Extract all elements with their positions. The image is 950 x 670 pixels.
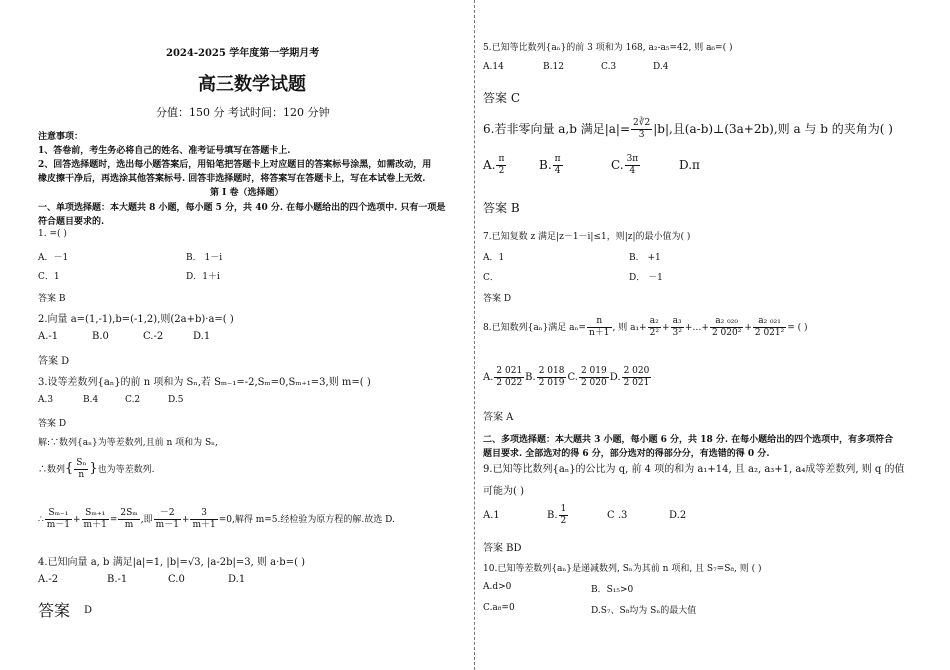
- q9-stem-a: 9.已知等比数列{aₙ}的公比为 q, 前 4 项的和为 a₁+14, 且 a₂, a₃+1, a₄成等差数列, 则 q 的值: [483, 464, 905, 475]
- q5-option-b: B.12: [543, 62, 564, 72]
- q8-option-d: D. $\frac{2 020}{2 021}$: [609, 366, 650, 388]
- q7-stem: 7.已知复数 z 满足|z－1－i|≤1，则|z|的最小值为( ): [483, 232, 691, 242]
- volume-title: 第 I 卷（选择题）: [210, 188, 284, 198]
- q9-option-d: D.2: [669, 510, 687, 521]
- q5-option-c: C.3: [601, 62, 617, 72]
- notes-line-1: 1、答卷前，考生务必将自己的姓名、准考证号填写在答题卡上.: [38, 146, 291, 156]
- q5-option-d: D.4: [653, 62, 669, 72]
- q1-answer: 答案 B: [38, 294, 66, 304]
- section1-heading-b: 符合题目要求的.: [38, 217, 105, 227]
- q4-option-d: D.1: [228, 574, 246, 585]
- q5-answer: 答案 C: [483, 91, 520, 105]
- q9-stem-b: 可能为( ): [483, 486, 524, 497]
- q4-stem: 4.已知向量 a, b 满足|a|=1, |b|=√3, |a-2b|=3, 则 a·b=( ): [38, 557, 306, 568]
- q8-option-c: C. $\frac{2 019}{2 020}$: [567, 366, 607, 388]
- q1-option-b: B． 1－i: [186, 253, 223, 263]
- q10-option-b: B．S₁₅>0: [591, 585, 634, 595]
- q6-option-d: D.π: [679, 158, 700, 172]
- q3-solution-2: ∴数列{ $\frac{\text{Sₙ}}{n}$ }也为等差数列.: [38, 458, 155, 480]
- q10-option-a: A.d>0: [483, 582, 512, 592]
- q3-stem: 3.设等差数列{aₙ}的前 n 项和为 Sₙ,若 Sₘ₋₁=-2,Sₘ=0,Sₘ₊₁=3,则 m=( ): [38, 377, 371, 388]
- notes-line-2b: 橡皮擦干净后，再选涂其他答案标号. 回答非选择题时，将答案写在答题卡上，写在本试卷上无效.: [38, 174, 426, 184]
- q4-answer-label: 答案: [38, 601, 71, 620]
- q10-option-d: D.S₇、S₈均为 Sₙ的最大值: [591, 606, 697, 616]
- q5-stem: 5.已知等比数列{aₙ}的前 3 项和为 168, a₂-a₅=42, 则 a₆=( ): [483, 43, 733, 53]
- score-time: 分值：150 分 考试时间：120 分钟: [156, 106, 330, 119]
- q9-answer: 答案 BD: [483, 543, 522, 554]
- q2-option-b: B.0: [92, 331, 109, 342]
- q2-stem: 2.向量 a=(1,-1),b=(-1,2),则(2a+b)·a=( ): [38, 314, 234, 325]
- q9-option-b: B. $\frac{1}{2}$: [547, 504, 567, 526]
- q8-options: [483, 366, 652, 389]
- notes-line-2a: 2、回答选择题时，选出每小题答案后，用铅笔把答题卡上对应题目的答案标号涂黑，如需改动，用: [38, 160, 432, 170]
- q7-option-c: C．: [483, 273, 499, 283]
- q4-option-a: A.-2: [38, 574, 59, 585]
- q5-option-a: A.14: [483, 62, 504, 72]
- q2-answer: 答案 D: [38, 356, 70, 367]
- q3-solution-3: ∴ $\frac{\text{Sₘ₋₁}}{m-1}$ + $\frac{\text{Sₘ₊₁}}{m+1}$ = $\frac{\text{2Sₘ}}{m}$ ,即 $\frac{-2}{m-1}$ + $\frac{3}{m+1}$ =0,解得 m=5.经检验为原方程的解.故选 D.: [38, 508, 395, 530]
- column-divider: [474, 0, 475, 670]
- q8-stem: 8.已知数列{aₙ}满足 aₙ= $\frac{n}{n+1}$ , 则 a₁+ $\frac{\text{a₂}}{\text{2²}}$ + $\frac{\text{a₃}}{\text{3²}}$ +…+ $\frac{\text{a₂ ₀₂₀}}{\text{2 020²}}$ + $\frac{\text{a₂ ₀₂₁}}{\text{2 021²}}$ = ( ): [483, 316, 808, 338]
- q3-option-b: B.4: [83, 395, 99, 405]
- q2-option-d: D.1: [193, 331, 211, 342]
- q4-answer-value: D: [84, 605, 93, 616]
- q2-option-a: A.-1: [38, 331, 59, 342]
- q1-option-c: C．1: [38, 272, 60, 282]
- section1-heading-a: 一、单项选择题：本大题共 8 小题，每小题 5 分，共 40 分. 在每小题给出的四个选项中. 只有一项是: [38, 203, 446, 213]
- q7-option-d: D． －1: [629, 273, 663, 283]
- q6-option-a: A. $\frac{\pi}{2}$: [483, 154, 505, 176]
- section2-heading-b: 题目要求. 全部选对的得 6 分，部分选对的得部分分，有选错的得 0 分.: [483, 449, 770, 459]
- q8-option-a: A. $\frac{2 021}{2 022}$: [483, 366, 523, 388]
- q6-option-c: C. $\frac{3\pi}{4}$: [611, 154, 639, 176]
- q4-option-c: C.0: [168, 574, 185, 585]
- section2-heading-a: 二、多项选择题：本大题共 3 小题，每小题 6 分，共 18 分. 在每小题给出的四个选项中，有多项符合: [483, 435, 894, 445]
- q6-option-b: B. $\frac{\pi}{4}$: [539, 154, 561, 176]
- q10-option-c: C.a₈=0: [483, 603, 515, 613]
- notes-heading: 注意事项：: [38, 132, 84, 142]
- q3-solution-1: 解:∵数列{aₙ}为等差数列,且前 n 项和为 Sₙ,: [38, 438, 218, 448]
- q1-option-a: A．－1: [38, 253, 69, 263]
- q9-option-a: A.1: [483, 510, 500, 521]
- q1-option-d: D．1＋i: [186, 272, 220, 282]
- exam-name: 2024-2025 学年度第一学期月考: [166, 48, 320, 59]
- q2-option-c: C.-2: [143, 331, 164, 342]
- q4-option-b: B.-1: [107, 574, 128, 585]
- q10-stem: 10.已知等差数列{aₙ}是递减数列, Sₙ为其前 n 项和, 且 S₇=S₈, 则 ( ): [483, 564, 762, 574]
- q1-stem: 1. =( ): [38, 229, 67, 239]
- q8-option-b: B. $\frac{2 018}{2 019}$: [525, 366, 565, 388]
- q9-option-c: C .3: [607, 510, 628, 521]
- q8-answer: 答案 A: [483, 412, 514, 423]
- q7-answer: 答案 D: [483, 294, 512, 304]
- page-title: 高三数学试题: [198, 74, 306, 95]
- q6-stem: 6.若非零向量 a,b 满足|a|= $\frac{2∛2}{3}$ |b|,且(a-b)⊥(3a+2b),则 a 与 b 的夹角为( ): [483, 118, 893, 140]
- q7-option-b: B． +1: [629, 253, 661, 263]
- q3-answer: 答案 D: [38, 419, 67, 429]
- q6-answer: 答案 B: [483, 201, 520, 215]
- q7-option-a: A．1: [483, 253, 505, 263]
- q3-option-c: C.2: [125, 395, 141, 405]
- q3-option-d: D.5: [168, 395, 184, 405]
- q3-option-a: A.3: [38, 395, 54, 405]
